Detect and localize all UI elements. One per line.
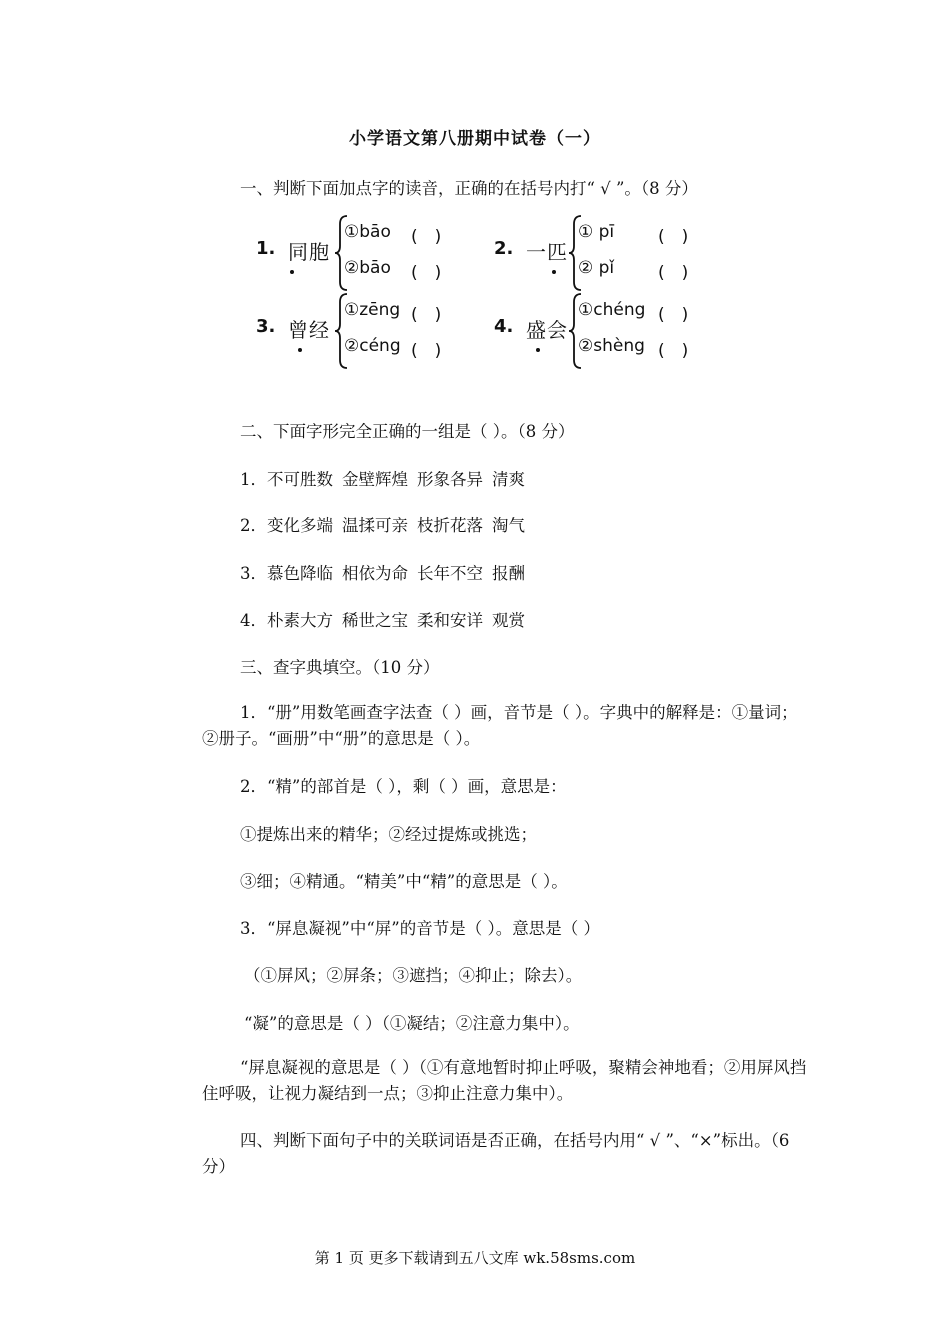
item-word: 同胞 xyxy=(288,240,330,264)
section3-question-1: 1．“册”用数笔画查字法查（ ）画，音节是（ ）。字典中的解释是：①量词；②册子。“画册”中“册”的意思是（ ）。 xyxy=(202,703,798,748)
option-number: 3． xyxy=(240,564,267,583)
option-word: 枝折花落 xyxy=(417,516,483,535)
page-footer: 第 1 页 更多下载请到五八文库 wk.58sms.com xyxy=(314,1249,636,1267)
option-number: 2． xyxy=(240,516,267,535)
option-2: ②céng xyxy=(344,336,401,356)
option-number: 4． xyxy=(240,611,267,630)
answer-paren-1: ( ) xyxy=(658,227,689,247)
item-number: 3. xyxy=(256,316,276,337)
option-word: 长年不空 xyxy=(417,564,483,583)
pinyin-item-3 xyxy=(256,292,486,372)
section2-option-4 xyxy=(240,607,525,631)
item-number: 2. xyxy=(494,238,514,259)
option-1: ①bāo xyxy=(344,222,391,242)
emphasis-dot xyxy=(290,270,294,274)
option-word: 朴素大方 xyxy=(267,611,333,630)
answer-paren-1: ( ) xyxy=(411,305,442,325)
answer-paren-2: ( ) xyxy=(658,341,689,361)
emphasis-dot xyxy=(552,270,556,274)
pinyin-item-1 xyxy=(256,214,486,294)
option-word: 形象各异 xyxy=(417,470,483,489)
option-2: ②shèng xyxy=(578,336,645,356)
answer-paren-2: ( ) xyxy=(411,263,442,283)
answer-paren-2: ( ) xyxy=(658,263,689,283)
section3-question-2b: ①提炼出来的精华；②经过提炼或挑选； xyxy=(240,825,537,844)
item-number: 4. xyxy=(494,316,514,337)
option-word: 报酬 xyxy=(492,564,525,583)
option-word: 变化多端 xyxy=(267,516,333,535)
option-word: 不可胜数 xyxy=(267,470,333,489)
option-number: 1． xyxy=(240,470,267,489)
section2-option-1 xyxy=(240,466,525,490)
section3-question-3a: 3．“屏息凝视”中“屏”的音节是（ ）。意思是（ ） xyxy=(240,919,600,938)
option-word: 温揉可亲 xyxy=(342,516,408,535)
option-word: 相依为命 xyxy=(342,564,408,583)
pinyin-item-4 xyxy=(494,292,724,372)
option-word: 柔和安详 xyxy=(417,611,483,630)
section2-heading: 二、下面字形完全正确的一组是（ ）。（8 分） xyxy=(240,422,575,441)
pinyin-item-2 xyxy=(494,214,724,294)
answer-paren-1: ( ) xyxy=(658,305,689,325)
item-word: 盛会 xyxy=(526,318,568,342)
emphasis-dot xyxy=(298,348,302,352)
option-word: 金壁辉煌 xyxy=(342,470,408,489)
item-word: 曾经 xyxy=(288,318,330,342)
section2-option-3 xyxy=(240,560,525,584)
option-word: 淘气 xyxy=(492,516,525,535)
option-word: 清爽 xyxy=(492,470,525,489)
section1-heading: 一、判断下面加点字的读音，正确的在括号内打“ √ ”。（8 分） xyxy=(240,179,698,198)
section3-question-3d: “屏息凝视的意思是（ ）（①有意地暂时抑止呼吸，聚精会神地看；②用屏风挡住呼吸，让视力凝结到一点；③抑止注意力集中）。 xyxy=(202,1058,807,1103)
item-number: 1. xyxy=(256,238,276,259)
section3-heading: 三、查字典填空。（10 分） xyxy=(240,658,440,677)
section3-question-3c: “凝”的意思是（ ）（①凝结；②注意力集中）。 xyxy=(244,1014,580,1033)
option-word: 慕色降临 xyxy=(267,564,333,583)
section3-question-2a: 2．“精”的部首是（ ），剩（ ）画，意思是： xyxy=(240,777,567,796)
section3-question-3b: （①屏风；②屏条；③遮挡；④抑止；除去）。 xyxy=(244,966,583,985)
answer-paren-2: ( ) xyxy=(411,341,442,361)
option-2: ②bāo xyxy=(344,258,391,278)
page-title: 小学语文第八册期中试卷（一） xyxy=(349,129,601,149)
option-word: 观赏 xyxy=(492,611,525,630)
option-1: ①chéng xyxy=(578,300,646,320)
section3-question-2c: ③细；④精通。“精美”中“精”的意思是（ ）。 xyxy=(240,872,568,891)
answer-paren-1: ( ) xyxy=(411,227,442,247)
option-1: ①zēng xyxy=(344,300,401,320)
section4-heading: 四、判断下面句子中的关联词语是否正确，在括号内用“ √ ”、“×”标出。（6 分） xyxy=(202,1131,790,1176)
option-word: 稀世之宝 xyxy=(342,611,408,630)
item-word: 一匹 xyxy=(526,240,568,264)
section2-option-2 xyxy=(240,512,525,536)
emphasis-dot xyxy=(536,348,540,352)
option-2: ② pǐ xyxy=(578,258,615,278)
option-1: ① pī xyxy=(578,222,615,242)
